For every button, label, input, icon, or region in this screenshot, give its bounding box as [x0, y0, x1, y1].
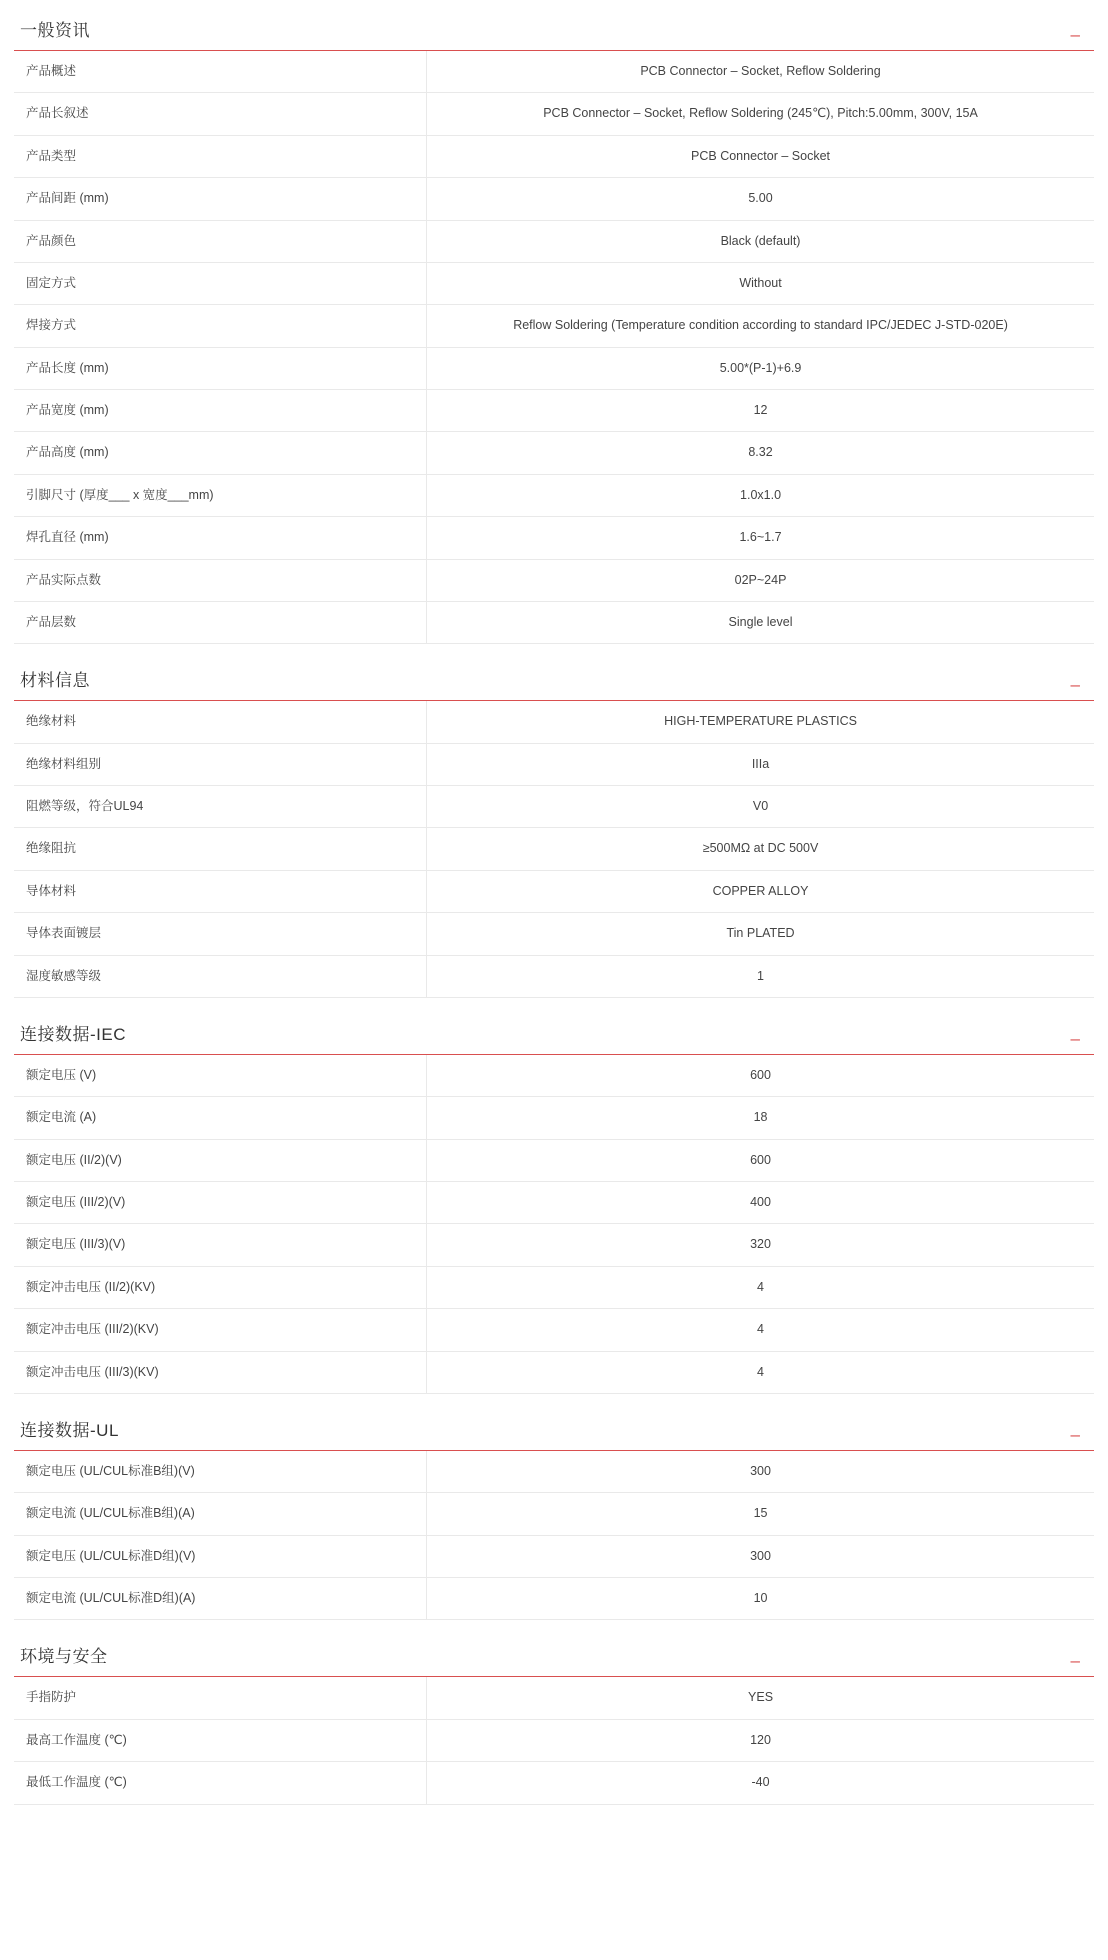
spec-label: 额定电压 (UL/CUL标准D组)(V) — [14, 1535, 427, 1577]
table-row — [14, 93, 1094, 135]
spec-label: 焊孔直径 (mm) — [14, 517, 427, 559]
spec-value: Reflow Soldering (Temperature condition according to standard IPC/JEDEC J-STD-020E) — [513, 318, 1008, 333]
section-header[interactable] — [14, 1416, 1094, 1451]
spec-value: 5.00 — [748, 191, 773, 206]
spec-label: 额定电流 (A) — [14, 1097, 427, 1139]
spec-value: Single level — [728, 614, 793, 629]
section-title: 一般资讯 — [20, 21, 90, 40]
spec-table — [14, 1677, 1094, 1804]
spec-label: 产品实际点数 — [14, 559, 427, 601]
section-title: 连接数据-IEC — [20, 1024, 126, 1044]
spec-value: Tin PLATED — [726, 926, 795, 941]
table-row — [14, 1719, 1094, 1761]
spec-label: 产品颜色 — [14, 220, 427, 262]
spec-value: ≥500MΩ at DC 500V — [702, 841, 819, 856]
spec-value: 8.32 — [748, 445, 773, 460]
spec-value: PCB Connector – Socket, Reflow Soldering — [640, 64, 881, 78]
spec-value: 600 — [750, 1067, 771, 1082]
sections-container — [14, 6, 1094, 1805]
spec-value: HIGH-TEMPERATURE PLASTICS — [664, 714, 857, 729]
spec-label: 产品长叙述 — [14, 93, 427, 135]
table-row — [14, 1578, 1094, 1620]
table-row — [14, 262, 1094, 304]
table-row — [14, 1677, 1094, 1719]
table-row — [14, 601, 1094, 643]
spec-label: 绝缘阻抗 — [14, 828, 427, 870]
spec-label: 手指防护 — [14, 1677, 427, 1719]
spec-label: 最低工作温度 (℃) — [14, 1762, 427, 1804]
table-row — [14, 701, 1094, 743]
spec-value: 02P~24P — [734, 572, 787, 587]
table-row — [14, 432, 1094, 474]
spec-label: 产品层数 — [14, 601, 427, 643]
table-row — [14, 1535, 1094, 1577]
section-header[interactable] — [14, 666, 1094, 701]
collapse-minus-icon[interactable]: – — [1070, 1028, 1080, 1048]
spec-label: 产品高度 (mm) — [14, 432, 427, 474]
spec-label: 产品宽度 (mm) — [14, 390, 427, 432]
spec-section — [14, 6, 1094, 644]
table-row — [14, 390, 1094, 432]
table-row — [14, 955, 1094, 997]
section-title: 连接数据-UL — [20, 1420, 119, 1440]
table-row — [14, 559, 1094, 601]
spec-label: 额定电压 (II/2)(V) — [14, 1139, 427, 1181]
spec-label: 引脚尺寸 (厚度___ x 宽度___mm) — [14, 474, 427, 516]
spec-label: 额定电流 (UL/CUL标准D组)(A) — [14, 1578, 427, 1620]
spec-value: COPPER ALLOY — [712, 883, 809, 898]
spec-section — [14, 1416, 1094, 1621]
spec-table — [14, 1451, 1094, 1621]
section-title: 材料信息 — [20, 671, 90, 691]
table-row — [14, 828, 1094, 870]
section-title: 环境与安全 — [20, 1647, 108, 1667]
spec-value: 5.00*(P-1)+6.9 — [719, 360, 802, 375]
spec-label: 导体材料 — [14, 870, 427, 912]
spec-value: PCB Connector – Socket, Reflow Soldering (245℃), Pitch:5.00mm, 300V, 15A — [543, 106, 978, 121]
spec-value: V0 — [752, 799, 769, 813]
spec-label: 固定方式 — [14, 262, 427, 304]
spec-value: 10 — [753, 1591, 768, 1605]
table-row — [14, 913, 1094, 955]
table-row — [14, 1451, 1094, 1493]
spec-value: 1 — [757, 968, 764, 983]
spec-label: 绝缘材料 — [14, 701, 427, 743]
spec-label: 导体表面镀层 — [14, 913, 427, 955]
spec-value: 4 — [757, 1322, 764, 1337]
spec-value: 120 — [750, 1732, 771, 1747]
table-row — [14, 743, 1094, 785]
spec-label: 额定电压 (III/2)(V) — [14, 1182, 427, 1224]
table-row — [14, 1224, 1094, 1266]
table-row — [14, 786, 1094, 828]
table-row — [14, 135, 1094, 177]
section-header[interactable] — [14, 1642, 1094, 1677]
spec-label: 焊接方式 — [14, 305, 427, 347]
spec-value: 1.6~1.7 — [739, 530, 782, 545]
table-row — [14, 347, 1094, 389]
section-header[interactable] — [14, 6, 1094, 51]
spec-value: -40 — [751, 1775, 770, 1790]
collapse-minus-icon[interactable]: – — [1070, 1651, 1080, 1671]
table-row — [14, 517, 1094, 559]
spec-table — [14, 1055, 1094, 1394]
spec-label: 额定电压 (UL/CUL标准B组)(V) — [14, 1451, 427, 1493]
table-row — [14, 1055, 1094, 1097]
section-header[interactable] — [14, 1020, 1094, 1055]
spec-value: 15 — [753, 1506, 768, 1521]
collapse-minus-icon[interactable]: – — [1070, 675, 1080, 695]
spec-section — [14, 1020, 1094, 1394]
spec-label: 湿度敏感等级 — [14, 955, 427, 997]
spec-value: YES — [748, 1690, 774, 1705]
spec-label: 最高工作温度 (℃) — [14, 1719, 427, 1761]
table-row — [14, 305, 1094, 347]
spec-value: 320 — [750, 1237, 771, 1252]
spec-value: 4 — [757, 1364, 764, 1379]
spec-value: PCB Connector – Socket — [691, 148, 830, 163]
spec-value: 600 — [750, 1152, 771, 1167]
spec-value: 300 — [750, 1548, 771, 1563]
spec-label: 产品类型 — [14, 135, 427, 177]
spec-section — [14, 1642, 1094, 1804]
collapse-minus-icon[interactable]: – — [1070, 25, 1080, 44]
table-row — [14, 178, 1094, 220]
table-row — [14, 1266, 1094, 1308]
spec-value: Black (default) — [720, 233, 801, 248]
spec-table — [14, 51, 1094, 644]
spec-label: 绝缘材料组别 — [14, 743, 427, 785]
spec-label: 额定冲击电压 (II/2)(KV) — [14, 1266, 427, 1308]
table-row — [14, 1493, 1094, 1535]
spec-value: 18 — [753, 1110, 768, 1125]
table-row — [14, 1309, 1094, 1351]
spec-label: 产品概述 — [14, 51, 427, 93]
spec-label: 产品间距 (mm) — [14, 178, 427, 220]
spec-value: 300 — [750, 1463, 771, 1478]
table-row — [14, 1351, 1094, 1393]
table-row — [14, 1097, 1094, 1139]
spec-label: 产品长度 (mm) — [14, 347, 427, 389]
spec-value: 4 — [757, 1279, 764, 1294]
table-row — [14, 870, 1094, 912]
spec-value: Without — [739, 275, 782, 290]
spec-value: 12 — [753, 403, 768, 417]
spec-label: 额定电流 (UL/CUL标准B组)(A) — [14, 1493, 427, 1535]
spec-table — [14, 701, 1094, 998]
spec-label: 额定电压 (III/3)(V) — [14, 1224, 427, 1266]
spec-label: 额定电压 (V) — [14, 1055, 427, 1097]
spec-value: 400 — [750, 1195, 771, 1209]
table-row — [14, 1139, 1094, 1181]
table-row — [14, 474, 1094, 516]
spec-label: 额定冲击电压 (III/3)(KV) — [14, 1351, 427, 1393]
table-row — [14, 1182, 1094, 1224]
table-row — [14, 220, 1094, 262]
spec-value: IIIa — [751, 756, 770, 771]
spec-label: 额定冲击电压 (III/2)(KV) — [14, 1309, 427, 1351]
spec-section — [14, 666, 1094, 998]
table-row — [14, 51, 1094, 93]
spec-value: 1.0x1.0 — [740, 487, 782, 502]
spec-label: 阻燃等级，符合UL94 — [14, 786, 427, 828]
table-row — [14, 1762, 1094, 1804]
collapse-minus-icon[interactable]: – — [1070, 1424, 1080, 1444]
